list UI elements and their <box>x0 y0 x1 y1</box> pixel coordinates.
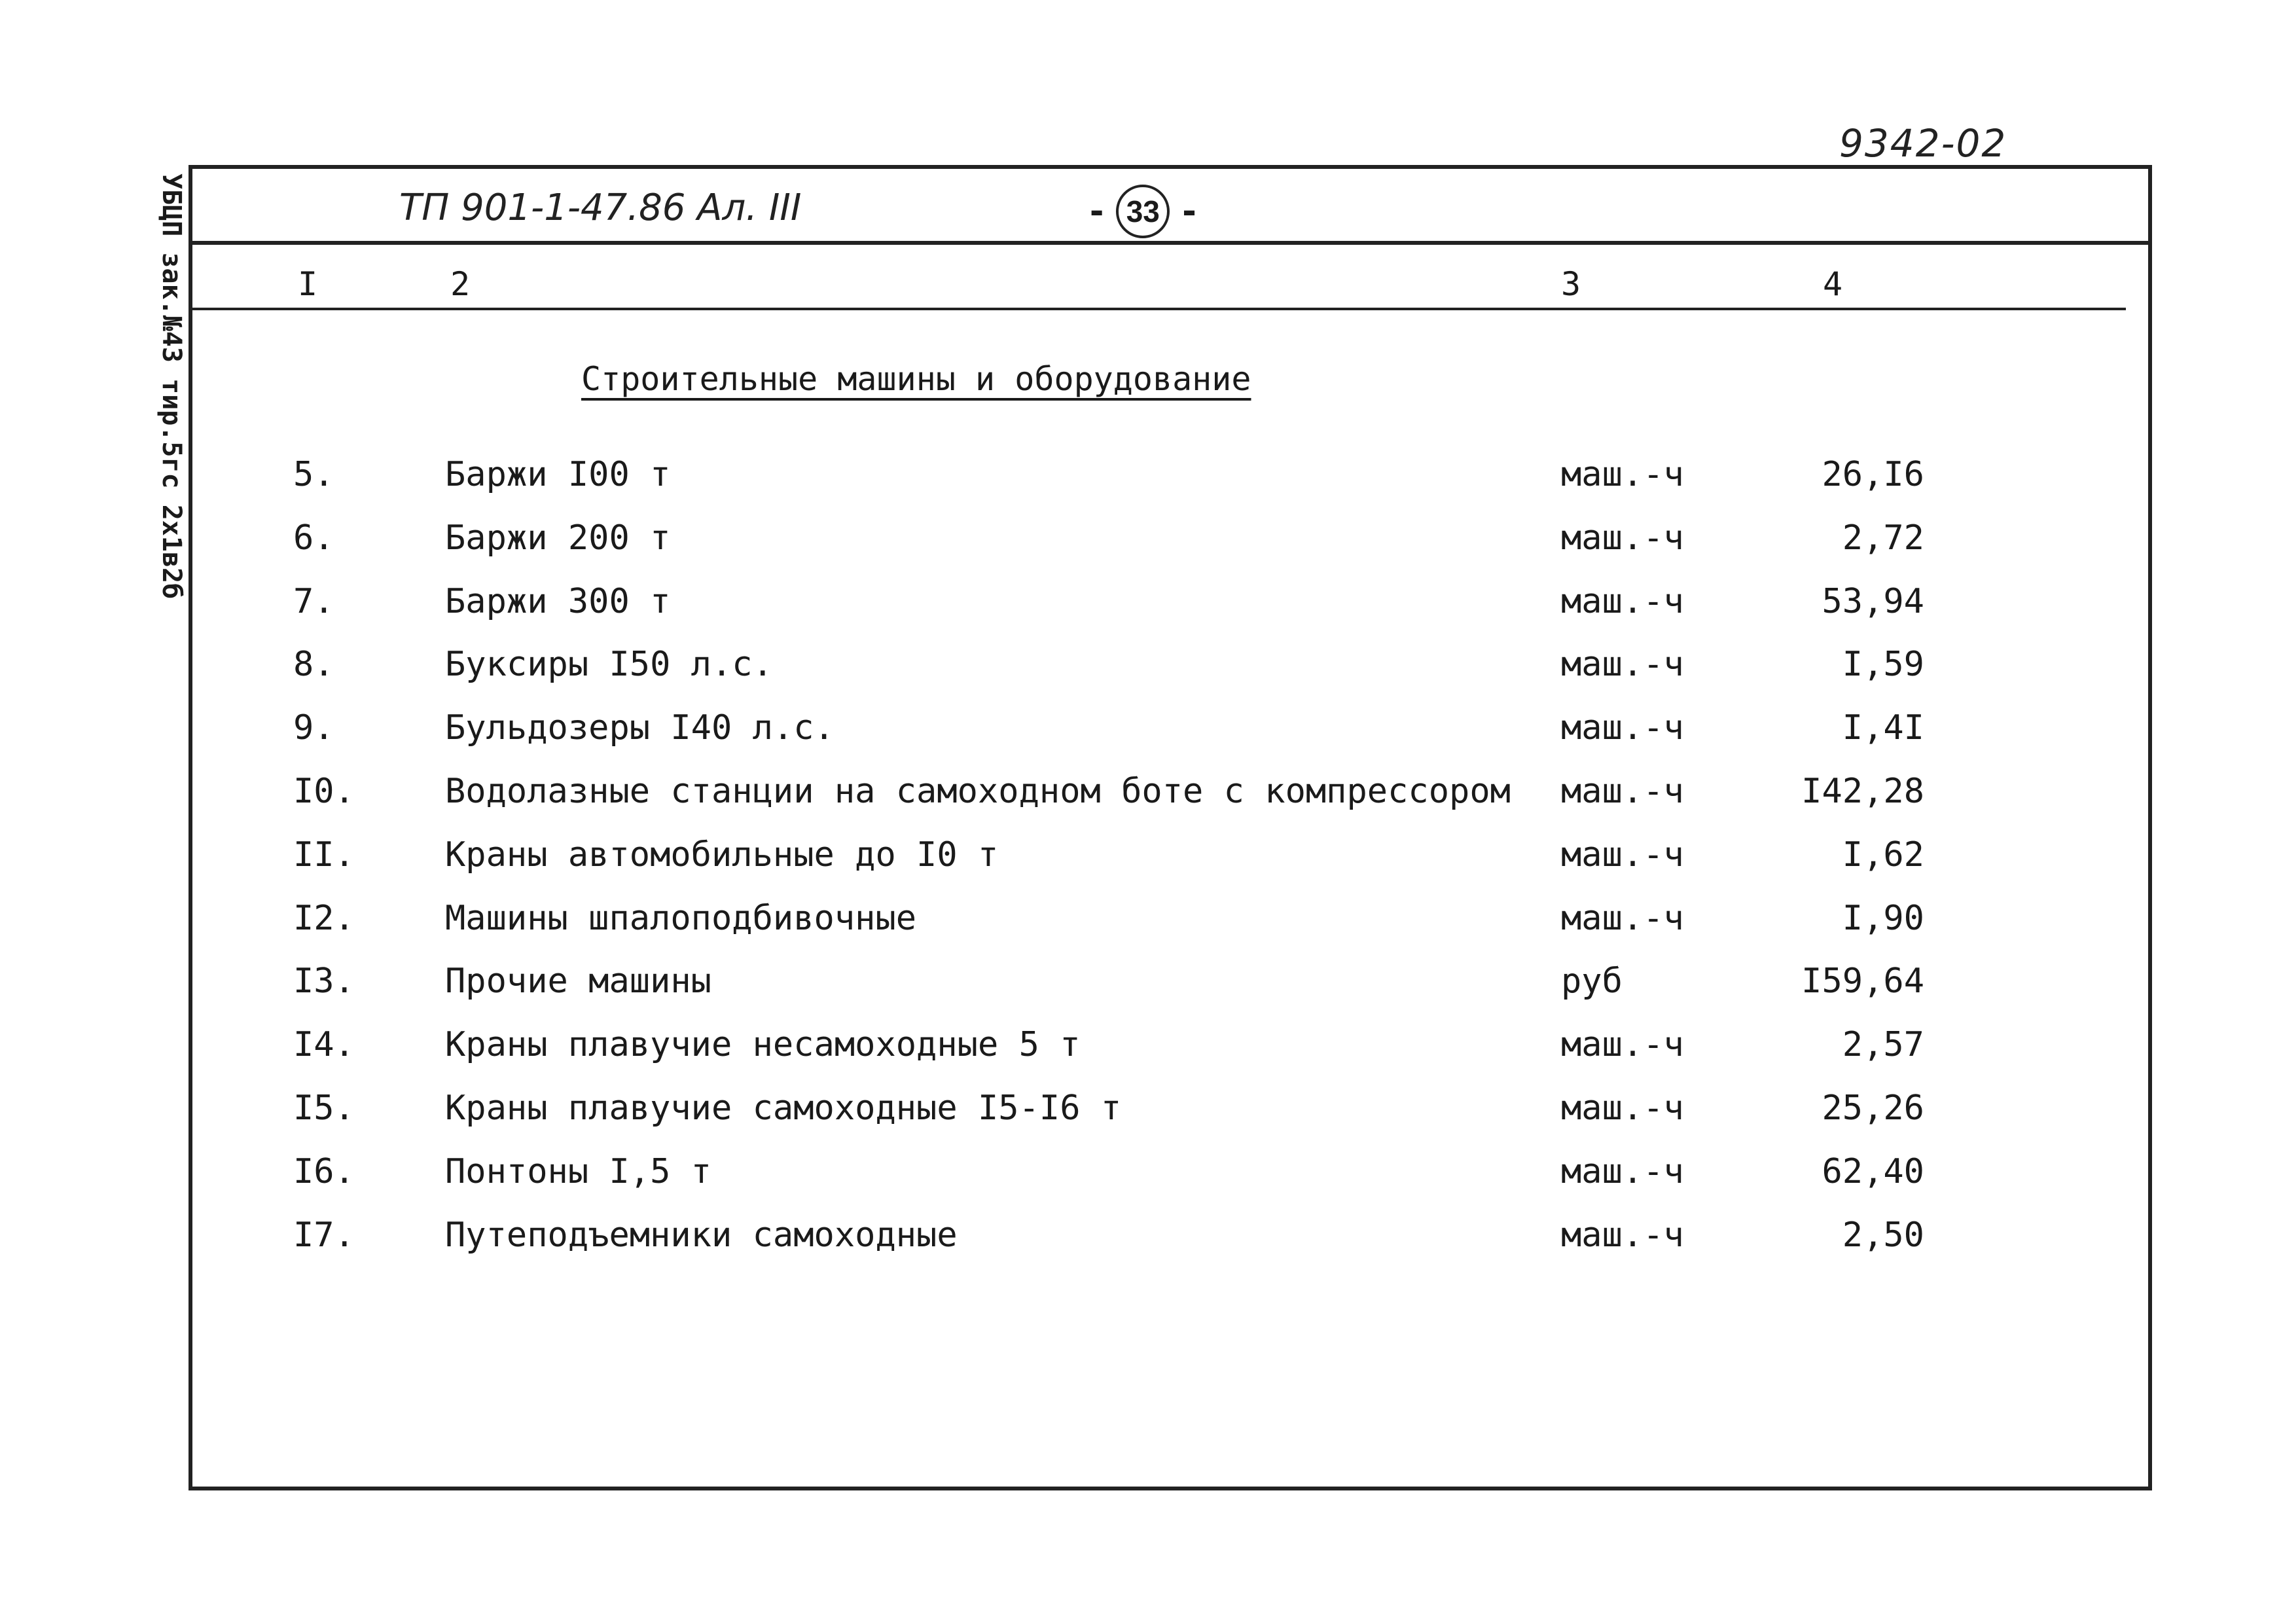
row-name: Водолазные станции на самоходном боте с компрессором <box>445 772 1511 811</box>
table-row <box>0 518 2281 581</box>
row-number: 7. <box>293 581 334 621</box>
row-unit: маш.-ч <box>1561 645 1684 685</box>
row-name: Бульдозеры I40 л.с. <box>445 708 835 748</box>
row-name: Краны плавучие несамоходные 5 т <box>445 1025 1081 1065</box>
header-divider <box>189 241 2152 245</box>
row-name: Баржи 300 т <box>445 581 671 621</box>
table-row <box>0 772 2281 835</box>
row-name: Краны плавучие самоходные I5-I6 т <box>445 1089 1122 1128</box>
row-value: I,4I <box>1842 708 1924 748</box>
row-value: I,90 <box>1842 898 1924 938</box>
row-number: I2. <box>293 898 355 938</box>
row-value: 2,57 <box>1842 1025 1924 1065</box>
table-row <box>0 1216 2281 1278</box>
row-value: I59,64 <box>1801 962 1924 1001</box>
row-value: I,59 <box>1842 645 1924 685</box>
dash-right: - <box>1179 192 1200 231</box>
row-value: 25,26 <box>1822 1089 1924 1128</box>
row-name: Краны автомобильные до I0 т <box>445 835 999 875</box>
print-stamp-text: УБЦП зак.№43 тир.5гс 2х1в2б <box>156 173 187 600</box>
page-number <box>1087 185 1200 238</box>
row-number: II. <box>293 835 355 875</box>
column-header-divider <box>189 308 2126 310</box>
row-number: I4. <box>293 1025 355 1065</box>
row-name: Баржи I00 т <box>445 455 671 494</box>
table-row <box>0 708 2281 771</box>
table-row <box>0 645 2281 708</box>
table-row <box>0 1089 2281 1151</box>
row-value: I,62 <box>1842 835 1924 875</box>
row-unit: маш.-ч <box>1561 581 1684 621</box>
dash-left: - <box>1087 192 1107 231</box>
row-unit: руб <box>1561 962 1623 1001</box>
table-row <box>0 1152 2281 1215</box>
sheet-code: ТП 901-1-47.86 Ал. III <box>399 187 802 229</box>
row-unit: маш.-ч <box>1561 898 1684 938</box>
table-row <box>0 455 2281 518</box>
row-unit: маш.-ч <box>1561 1025 1684 1065</box>
row-name: Путеподъемники самоходные <box>445 1215 958 1255</box>
row-value: I42,28 <box>1801 772 1924 811</box>
row-number: 6. <box>293 518 334 558</box>
row-value: 2,50 <box>1842 1215 1924 1255</box>
column-header-2: 2 <box>450 265 471 303</box>
row-value: 53,94 <box>1822 581 1924 621</box>
row-unit: маш.-ч <box>1561 1151 1684 1191</box>
table-row <box>0 1025 2281 1088</box>
row-number: 9. <box>293 708 334 748</box>
column-header-3: 3 <box>1561 265 1581 303</box>
document-number: 9342-02 <box>1839 121 2007 166</box>
column-header-1: I <box>298 265 318 303</box>
table-row <box>0 835 2281 898</box>
row-number: I7. <box>293 1215 355 1255</box>
row-number: I6. <box>293 1151 355 1191</box>
page-number-circle: 33 <box>1116 185 1170 238</box>
row-value: 62,40 <box>1822 1151 1924 1191</box>
row-unit: маш.-ч <box>1561 518 1684 558</box>
row-name: Понтоны I,5 т <box>445 1151 711 1191</box>
row-number: 5. <box>293 455 334 494</box>
row-unit: маш.-ч <box>1561 772 1684 811</box>
row-value: 26,I6 <box>1822 455 1924 494</box>
section-title: Строительные машины и оборудование <box>581 360 1251 398</box>
row-number: 8. <box>293 645 334 685</box>
row-number: I3. <box>293 962 355 1001</box>
row-name: Буксиры I50 л.с. <box>445 645 773 685</box>
row-unit: маш.-ч <box>1561 708 1684 748</box>
row-name: Прочие машины <box>445 962 711 1001</box>
table-row <box>0 582 2281 645</box>
table-row <box>0 899 2281 962</box>
row-value: 2,72 <box>1842 518 1924 558</box>
row-unit: маш.-ч <box>1561 1089 1684 1128</box>
row-unit: маш.-ч <box>1561 1215 1684 1255</box>
row-name: Баржи 200 т <box>445 518 671 558</box>
row-name: Машины шпалоподбивочные <box>445 898 917 938</box>
row-number: I0. <box>293 772 355 811</box>
table-row <box>0 962 2281 1024</box>
column-header-4: 4 <box>1823 265 1843 303</box>
row-unit: маш.-ч <box>1561 455 1684 494</box>
row-number: I5. <box>293 1089 355 1128</box>
row-unit: маш.-ч <box>1561 835 1684 875</box>
